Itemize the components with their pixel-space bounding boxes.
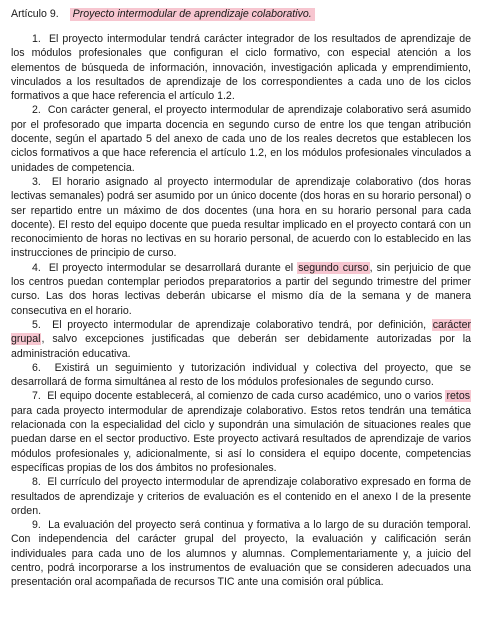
paragraph-text: La evaluación del proyecto será continua y formativa a lo largo de su duración temporal. Con independencia del carácter grupal del proyecto, la evaluación y calificación serán individuales para cada uno de los alumnos y alumnas. Complementariamente y, a juicio del centro, podrá incorporarse a los instrumentos de evaluación que se consideren adecuados una presentación oral acompañada de recursos TIC ante una comisión oral pública. (11, 519, 471, 589)
article-paragraph (11, 318, 471, 361)
highlighted-term: segundo curso (298, 261, 369, 274)
article-paragraph (11, 361, 471, 390)
paragraph-number: 6. (32, 361, 41, 374)
paragraph-number: 5. (32, 318, 41, 331)
paragraph-number: 8. (32, 476, 41, 489)
paragraph-text: El proyecto intermodular se desarrollará durante el (48, 261, 298, 274)
paragraph-text: , salvo excepciones justificadas que deberán ser debidamente autorizadas por la administración educativa. (11, 333, 471, 360)
article-title: Proyecto intermodular de aprendizaje colaborativo. (70, 8, 315, 21)
paragraph-text: El equipo docente establecerá, al comienzo de cada curso académico, uno o varios (47, 390, 446, 403)
paragraph-text: para cada proyecto intermodular de aprendizaje colaborativo. Estos retos tendrán una temática relacionada con la especialidad del ciclo y supondrán una simulación de situaciones reales que puedan darse en el sector productivo. Este proyecto activará resultados de aprendizaje de varios módulos profesionales y, adicionalmente, si así lo considera el equipo docente, competencias específicas propias de los dos ámbitos no profesionales. (11, 404, 471, 474)
paragraph-number: 3. (32, 175, 41, 188)
paragraph-number: 2. (32, 104, 41, 117)
article-paragraph (11, 389, 471, 475)
paragraph-number: 1. (32, 33, 41, 45)
paragraph-text: , sin perjuicio de que los centros puedan contemplar periodos preparatorios a partir del segundo trimestre del primer curso. Las dos horas lectivas deberán ubicarse el mismo día de la semana y de manera consecutiva en el horario. (11, 261, 472, 317)
article-paragraphs (11, 32, 471, 590)
paragraph-text: El proyecto intermodular tendrá carácter integrador de los resultados de aprendizaje de los módulos profesionales que configuran el ciclo formativo, con especial atención a los elementos de búsqueda de información, innovación, investigación aplicada y emprendimiento, vinculados a los resultados de aprendizaje de los correspondientes a cada uno de los ciclos formativos a que hace referencia el artículo 1.2. (11, 33, 471, 103)
article-paragraph (11, 32, 471, 103)
paragraph-text: El currículo del proyecto intermodular de aprendizaje colaborativo expresado en forma de resultados de aprendizaje y criterios de evaluación es el contenido en el anexo I de la presente orden. (11, 476, 471, 517)
article-paragraph (11, 475, 471, 518)
article-number: Artículo 9. (11, 8, 59, 20)
article-heading (11, 6, 471, 22)
article-paragraph (11, 518, 471, 589)
paragraph-text: El proyecto intermodular de aprendizaje colaborativo tendrá, por definición, (52, 318, 432, 331)
paragraph-text: El horario asignado al proyecto intermodular de aprendizaje colaborativo (dos horas lectivas semanales) podrá ser asumido por un único docente (dos horas en su horario personal) o ser repartido entre un máximo de dos docentes (una hora en su horario personal para cada docente). El resto del equipo docente que pueda resultar implicado en el proyecto contará con un reconocimiento de horas no lectivas en su horario personal, de acuerdo con lo establecido en las instrucciones de principio de curso. (11, 175, 471, 260)
article-paragraph (11, 261, 471, 318)
highlighted-term: carácter grupal (11, 318, 471, 346)
paragraph-text: Con carácter general, el proyecto intermodular de aprendizaje colaborativo será asumido por el profesorado que imparta docencia en segundo curso de entre los que tengan atribución docente, según el apartado 5 del anexo de cada uno de los reales decretos que establecen los ciclos formativos a que hace referencia el artículo 1.2, en los módulos profesionales vinculados a unidades de competencia. (11, 104, 471, 174)
article-paragraph (11, 103, 471, 174)
article-document (11, 6, 471, 590)
paragraph-number: 9. (32, 519, 41, 532)
paragraph-number: 4. (32, 261, 41, 274)
paragraph-text: Existirá un seguimiento y tutorización individual y colectiva del proyecto, que se desarrollará de forma simultánea al resto de los módulos profesionales de segundo curso. (11, 361, 471, 389)
article-paragraph (11, 175, 471, 261)
paragraph-number: 7. (32, 390, 41, 403)
highlighted-term: retos (446, 390, 471, 403)
